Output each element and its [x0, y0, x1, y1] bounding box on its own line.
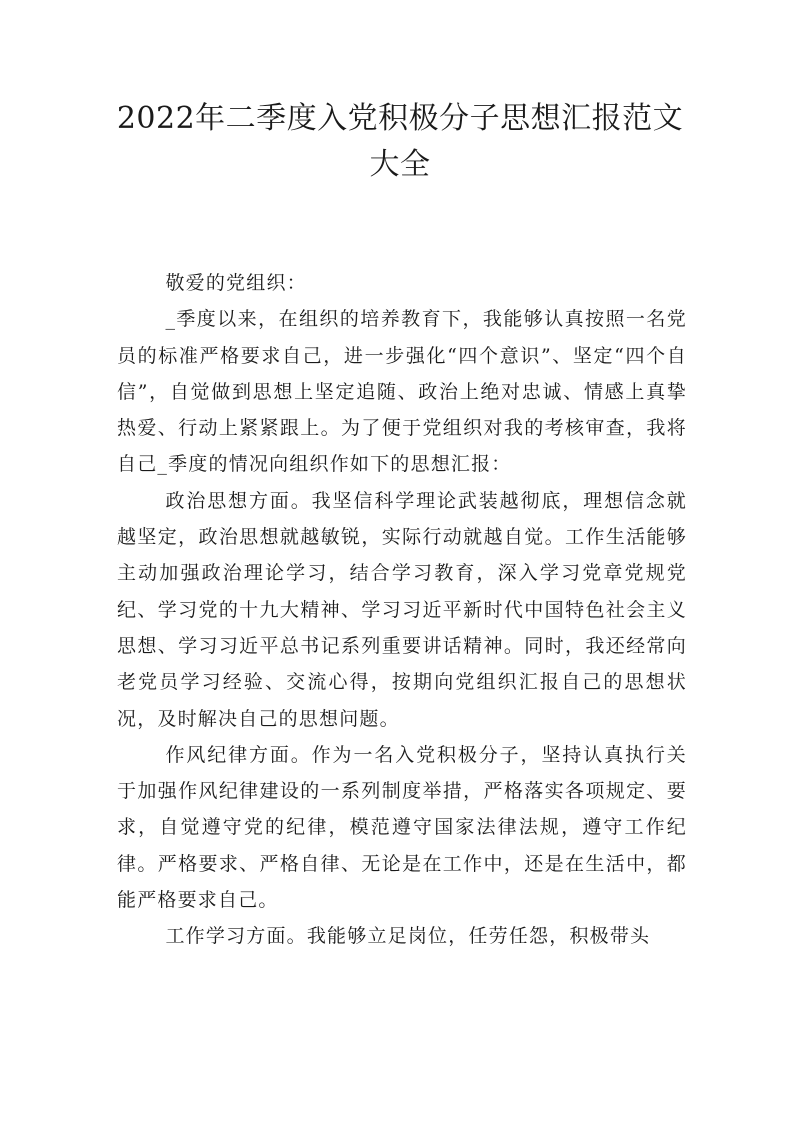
paragraph-intro: _季度以来，在组织的培养教育下，我能够认真按照一名党员的标准严格要求自己，进一步强化“四个意识”、坚定“四个自信”，自觉做到思想上坚定追随、政治上绝对忠诚、情感上真挚热爱、行动上紧紧跟上。为了便于党组织对我的考核审查，我将自己_季度的情况向组织作如下的思想汇报：	[117, 308, 687, 476]
document-title	[100, 96, 700, 188]
title-line-2: 大全	[369, 147, 431, 182]
paragraph-political: 政治思想方面。我坚信科学理论武装越彻底，理想信念就越坚定，政治思想就越敏锐，实际行动就越自觉。工作生活能够主动加强政治理论学习，结合学习教育，深入学习党章党规党纪、学习党的十九大精神、学习习近平新时代中国特色社会主义思想、学习习近平总书记系列重要讲话精神。同时，我还经常向老党员学习经验、交流心得，按期向党组织汇报自己的思想状况，及时解决自己的思想问题。	[117, 489, 687, 730]
title-line-1: 2022年二季度入党积极分子思想汇报范文	[116, 101, 684, 136]
paragraph-work-study: 工作学习方面。我能够立足岗位，任劳任怨，积极带头	[165, 925, 651, 948]
salutation: 敬爱的党组织：	[165, 272, 307, 294]
document-body	[117, 265, 687, 955]
paragraph-discipline: 作风纪律方面。作为一名入党积极分子，坚持认真执行关于加强作风纪律建设的一系列制度举措，严格落实各项规定、要求，自觉遵守党的纪律，模范遵守国家法律法规，遵守工作纪律。严格要求、严格自律、无论是在工作中，还是在生活中，都能严格要求自己。	[117, 743, 687, 912]
